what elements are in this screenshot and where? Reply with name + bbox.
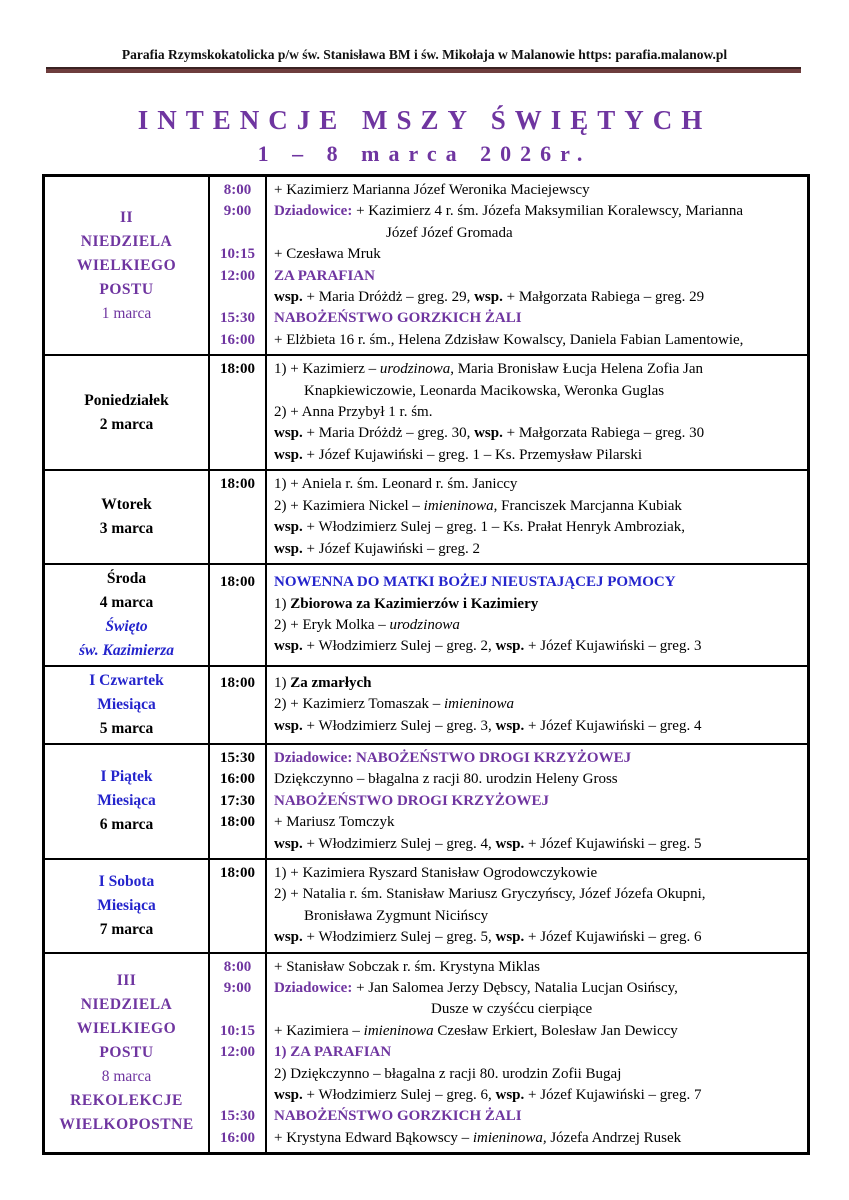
intention-line [210,1042,807,1063]
intention-text [265,636,807,657]
text-segment: Bronisława Zygmunt Nicińscy [304,907,489,924]
schedule-row [45,565,807,667]
intentions-cell [210,667,807,743]
text-segment: wsp. [495,638,525,655]
day-label: 3 marca [99,520,154,538]
text-segment: wsp. [274,717,303,734]
text-segment: wsp. [274,425,303,442]
intention-line [210,445,807,466]
text-segment: Dusze w czyśćcu cierpiące [431,1001,593,1018]
intention-line [210,1021,807,1042]
highlighted-text: Dziadowice: [274,979,357,996]
intention-text [265,694,807,715]
intention-line [210,402,807,423]
time-label: 9:00 [223,979,252,996]
day-label: III [116,971,137,989]
intention-line [210,287,807,308]
intention-line [210,694,807,715]
text-segment: wsp. [274,929,303,946]
day-label: 5 marca [99,719,154,737]
text-segment: + Kazimierz 4 r. śm. Józefa Maksymilian Koralewscy, Marianna [356,203,744,220]
intention-text [265,748,807,769]
intention-text [265,423,807,444]
intention-line [210,615,807,636]
text-segment: 2) Dziękczynno – błagalna z racji 80. urodzin Zofii Bugaj [274,1065,622,1082]
day-label: II [119,208,134,226]
text-segment: wsp. [495,717,525,734]
highlighted-text: Dziadowice: NABOŻEŃSTWO DROGI KRZYŻOWEJ [274,749,632,766]
intention-line [210,978,807,999]
text-segment: 2) + Kazimierz Tomaszak – [274,696,444,713]
text-segment: wsp. [274,835,303,852]
intention-text [265,673,807,694]
text-segment: + Józef Kujawiński – greg. 6 [524,929,702,946]
title-block [0,105,849,167]
day-label: WIELKIEGO [76,256,177,274]
intention-text [265,1085,807,1106]
highlighted-text: NABOŻEŃSTWO DROGI KRZYŻOWEJ [274,792,550,809]
intention-text [265,927,807,948]
time-label: 8:00 [223,958,252,975]
text-segment: + Józef Kujawiński – greg. 5 [524,835,702,852]
day-cell [45,860,210,952]
intention-line [210,769,807,790]
intention-text [265,287,807,308]
intentions-cell [210,177,807,354]
text-segment: imieninowa [444,696,514,713]
day-label: Środa [106,569,147,587]
schedule-table [42,174,810,1155]
intention-text [265,1042,807,1063]
highlighted-text: NABOŻEŃSTWO GORZKICH ŻALI [274,1108,522,1125]
text-segment: wsp. [495,1087,525,1103]
header-divider [46,67,801,73]
intention-text [265,308,807,329]
intention-line [210,957,807,978]
intention-line [210,1106,807,1127]
highlighted-text: NABOŻEŃSTWO GORZKICH ŻALI [274,310,522,327]
text-segment: wsp. [274,1087,303,1103]
text-segment: imieninowa, [472,1129,547,1146]
text-segment: 1) + Kazimiera Ryszard Stanisław Ogrodowczykowie [274,864,598,881]
time-label: 16:00 [220,331,255,348]
day-label: I Czwartek [89,671,164,689]
intention-text [265,266,807,287]
text-segment: , Maria Bronisław Łucja Helena Zofia Jan [450,361,704,378]
schedule-row [45,471,807,565]
day-label: Poniedziałek [84,391,169,409]
text-segment: urodzinowa [379,361,451,378]
highlighted-text: NOWENNA DO MATKI BOŻEJ NIEUSTAJĄCEJ POMOCY [274,574,676,591]
day-label: NIEDZIELA [80,995,173,1013]
time-label: 16:00 [220,771,255,788]
intention-text [265,201,807,222]
day-label: REKOLEKCJE [70,1091,183,1109]
text-segment: + Maria Dróżdż – greg. 29, [302,289,475,306]
text-segment: 1) + Aniela r. śm. Leonard r. śm. Janiccy [274,476,518,493]
time-label: 12:00 [220,1044,255,1061]
intention-line [210,834,807,855]
intentions-cell [210,356,807,469]
text-segment: Józefa Andrzej Rusek [546,1129,682,1146]
intention-text [265,791,807,812]
day-cell [45,745,210,858]
text-segment: + Jan Salomea Jerzy Dębscy, Natalia Lucjan Osińscy, [356,979,678,996]
text-segment: + Józef Kujawiński – greg. 1 – Ks. Przemysław Pilarski [302,446,643,463]
intention-text [265,978,807,999]
time-label: 12:00 [220,267,255,284]
intentions-cell [210,860,807,952]
day-label: I Sobota [98,872,155,890]
text-segment: wsp. [274,519,303,536]
intention-text [265,615,807,636]
text-segment: imieninowa [363,1022,434,1039]
day-label: 2 marca [99,415,154,433]
text-segment: + Małgorzata Rabiega – greg. 30 [502,425,705,442]
time-label: 18:00 [220,864,255,881]
day-label: WIELKOPOSTNE [59,1115,194,1133]
text-segment: wsp. [495,835,525,852]
intention-line [210,308,807,329]
text-segment: Józef Józef Gromada [386,224,513,241]
intention-line [210,180,807,201]
text-segment: Zbiorowa za Kazimierzów i Kazimiery [290,595,539,612]
text-segment: + Włodzimierz Sulej – greg. 5, [302,929,496,946]
day-label: 6 marca [99,816,154,834]
time-label: 17:30 [220,792,255,809]
intention-line [210,244,807,265]
intention-text [265,330,807,351]
text-segment: Za zmarłych [290,674,372,691]
time-label: 16:00 [220,1129,255,1146]
highlighted-text: Dziadowice: [274,203,357,220]
intention-text [265,863,807,884]
day-label: WIELKIEGO [76,1019,177,1037]
day-label: Święto [105,617,148,635]
intention-line [210,716,807,737]
intention-line [210,1128,807,1149]
page-title: INTENCJE MSZY ŚWIĘTYCH [137,105,712,135]
time-label: 18:00 [220,674,255,691]
text-segment: + Kazimiera – [274,1022,364,1039]
intention-text [265,906,807,927]
intention-text [265,1128,807,1149]
text-segment: 2) + Natalia r. śm. Stanisław Mariusz Gryczyńscy, Józef Józefa Okupni, [274,886,706,903]
intention-text [265,769,807,790]
intention-text [265,517,807,538]
time-label: 18:00 [220,814,255,831]
intention-text [265,1064,807,1085]
text-segment: wsp. [274,446,303,463]
text-segment: 2) + Eryk Molka – [274,616,390,633]
day-label: Miesiąca [97,896,156,914]
intention-text [265,539,807,560]
time-label: 18:00 [220,361,255,378]
intentions-cell [210,954,807,1153]
intention-text [265,999,807,1020]
intention-line [210,673,807,694]
date-range: 1 – 8 marca 2026r. [257,141,592,166]
intention-line [210,517,807,538]
text-segment: + Krystyna Edward Bąkowscy – [274,1129,473,1146]
intention-text [265,445,807,466]
text-segment: 1) [274,595,291,612]
text-segment: + Józef Kujawiński – greg. 7 [524,1087,702,1103]
intention-line [210,594,807,615]
schedule-row [45,860,807,954]
time-label: 15:30 [220,749,255,766]
intention-text [265,1106,807,1127]
intentions-cell [210,745,807,858]
time-label: 10:15 [220,1022,255,1039]
intention-line [210,496,807,517]
text-segment: + Włodzimierz Sulej – greg. 6, [302,1087,496,1103]
intention-text [265,834,807,855]
text-segment: Czesław Erkiert, Bolesław Jan Dewiccy [433,1022,678,1039]
highlighted-text: ZA PARAFIAN [274,267,375,284]
day-label: 7 marca [99,920,154,938]
text-segment: 1) + Kazimierz – [274,361,380,378]
text-segment: + Włodzimierz Sulej – greg. 2, [302,638,496,655]
day-label: 1 marca [101,304,152,322]
day-cell [45,667,210,743]
text-segment: + Kazimierz Marianna Józef Weronika Maciejewscy [274,182,590,198]
text-segment: wsp. [274,540,303,557]
text-segment: + Maria Dróżdż – greg. 30, [302,425,475,442]
text-segment: + Mariusz Tomczyk [274,814,395,831]
day-label: I Piątek [100,768,153,786]
intention-line [210,223,807,244]
intention-line [210,906,807,927]
intention-line [210,791,807,812]
text-segment: 2) + Kazimiera Nickel – [274,497,424,514]
schedule-row [45,745,807,860]
intention-text [265,244,807,265]
intention-line [210,927,807,948]
intention-line [210,359,807,380]
text-segment: + Włodzimierz Sulej – greg. 3, [302,717,496,734]
text-segment: + Elżbieta 16 r. śm., Helena Zdzisław Kowalscy, Daniela Fabian Lamentowie, [274,331,744,348]
text-segment: + Małgorzata Rabiega – greg. 29 [502,289,705,306]
schedule-row [45,954,807,1153]
day-label: Wtorek [101,496,152,514]
time-label: 9:00 [223,203,252,220]
day-cell [45,356,210,469]
day-cell [45,954,210,1153]
intention-line [210,330,807,351]
intention-text [265,594,807,615]
intention-text [265,180,807,201]
intention-line [210,201,807,222]
day-label: 8 marca [101,1067,152,1085]
text-segment: + Józef Kujawiński – greg. 4 [524,717,702,734]
day-label: POSTU [99,1043,154,1061]
intentions-cell [210,471,807,563]
text-segment: wsp. [474,289,503,306]
intention-text [265,359,807,380]
time-label: 10:15 [220,246,255,263]
intention-line [210,884,807,905]
text-segment: wsp. [274,289,303,306]
intention-text [265,812,807,833]
day-cell [45,177,210,354]
intention-line [210,381,807,402]
text-segment: + Józef Kujawiński – greg. 2 [302,540,480,557]
schedule-row [45,177,807,356]
intention-text [265,402,807,423]
time-label: 18:00 [220,476,255,493]
schedule-row [45,356,807,471]
text-segment: wsp. [474,425,503,442]
intention-line [210,748,807,769]
day-label: Miesiąca [97,792,156,810]
text-segment: 2) + Anna Przybył 1 r. śm. [274,404,433,421]
intention-text [265,474,807,495]
text-segment: Knapkiewiczowie, Leonarda Macikowska, Weronka Guglas [304,382,665,399]
intention-text [265,381,807,402]
text-segment: imieninowa [423,497,494,514]
intention-line [210,812,807,833]
day-label: 4 marca [99,593,154,611]
intention-line [210,423,807,444]
intention-line [210,1085,807,1106]
intention-line [210,572,807,593]
intention-line [210,636,807,657]
intention-text [265,1021,807,1042]
day-cell [45,471,210,563]
day-cell [45,565,210,665]
text-segment: , Franciszek Marcjanna Kubiak [493,497,682,514]
text-segment: Dziękczynno – błagalna z racji 80. urodzin Heleny Gross [274,771,618,788]
intention-line [210,863,807,884]
time-label: 15:30 [220,1108,255,1125]
intention-line [210,266,807,287]
intention-text [265,496,807,517]
intentions-cell [210,565,807,665]
parish-header: Parafia Rzymskokatolicka p/w św. Stanisława BM i św. Mikołaja w Malanowie https: parafia.malanow.pl [121,47,728,62]
time-label: 18:00 [220,574,255,591]
schedule-row [45,667,807,745]
intention-text [265,957,807,978]
text-segment: + Włodzimierz Sulej – greg. 4, [302,835,496,852]
intention-text [265,716,807,737]
time-label: 15:30 [220,310,255,327]
intention-text [265,223,807,244]
day-label: POSTU [99,280,154,298]
intention-line [210,474,807,495]
text-segment: + Czesława Mruk [274,246,381,263]
day-label: św. Kazimierza [78,641,175,659]
text-segment: 1) [274,674,291,691]
text-segment: + Józef Kujawiński – greg. 3 [524,638,702,655]
highlighted-text: 1) ZA PARAFIAN [274,1044,392,1061]
text-segment: + Stanisław Sobczak r. śm. Krystyna Miklas [274,958,540,975]
text-segment: wsp. [274,638,303,655]
intention-line [210,999,807,1020]
intention-line [210,1064,807,1085]
day-label: NIEDZIELA [80,232,173,250]
day-label: Miesiąca [97,695,156,713]
time-label: 8:00 [223,182,252,198]
text-segment: urodzinowa [389,616,460,633]
text-segment: + Włodzimierz Sulej – greg. 1 – Ks. Prałat Henryk Ambroziak, [302,519,686,536]
intention-text [265,884,807,905]
intention-text [265,572,807,593]
text-segment: wsp. [495,929,525,946]
intention-line [210,539,807,560]
